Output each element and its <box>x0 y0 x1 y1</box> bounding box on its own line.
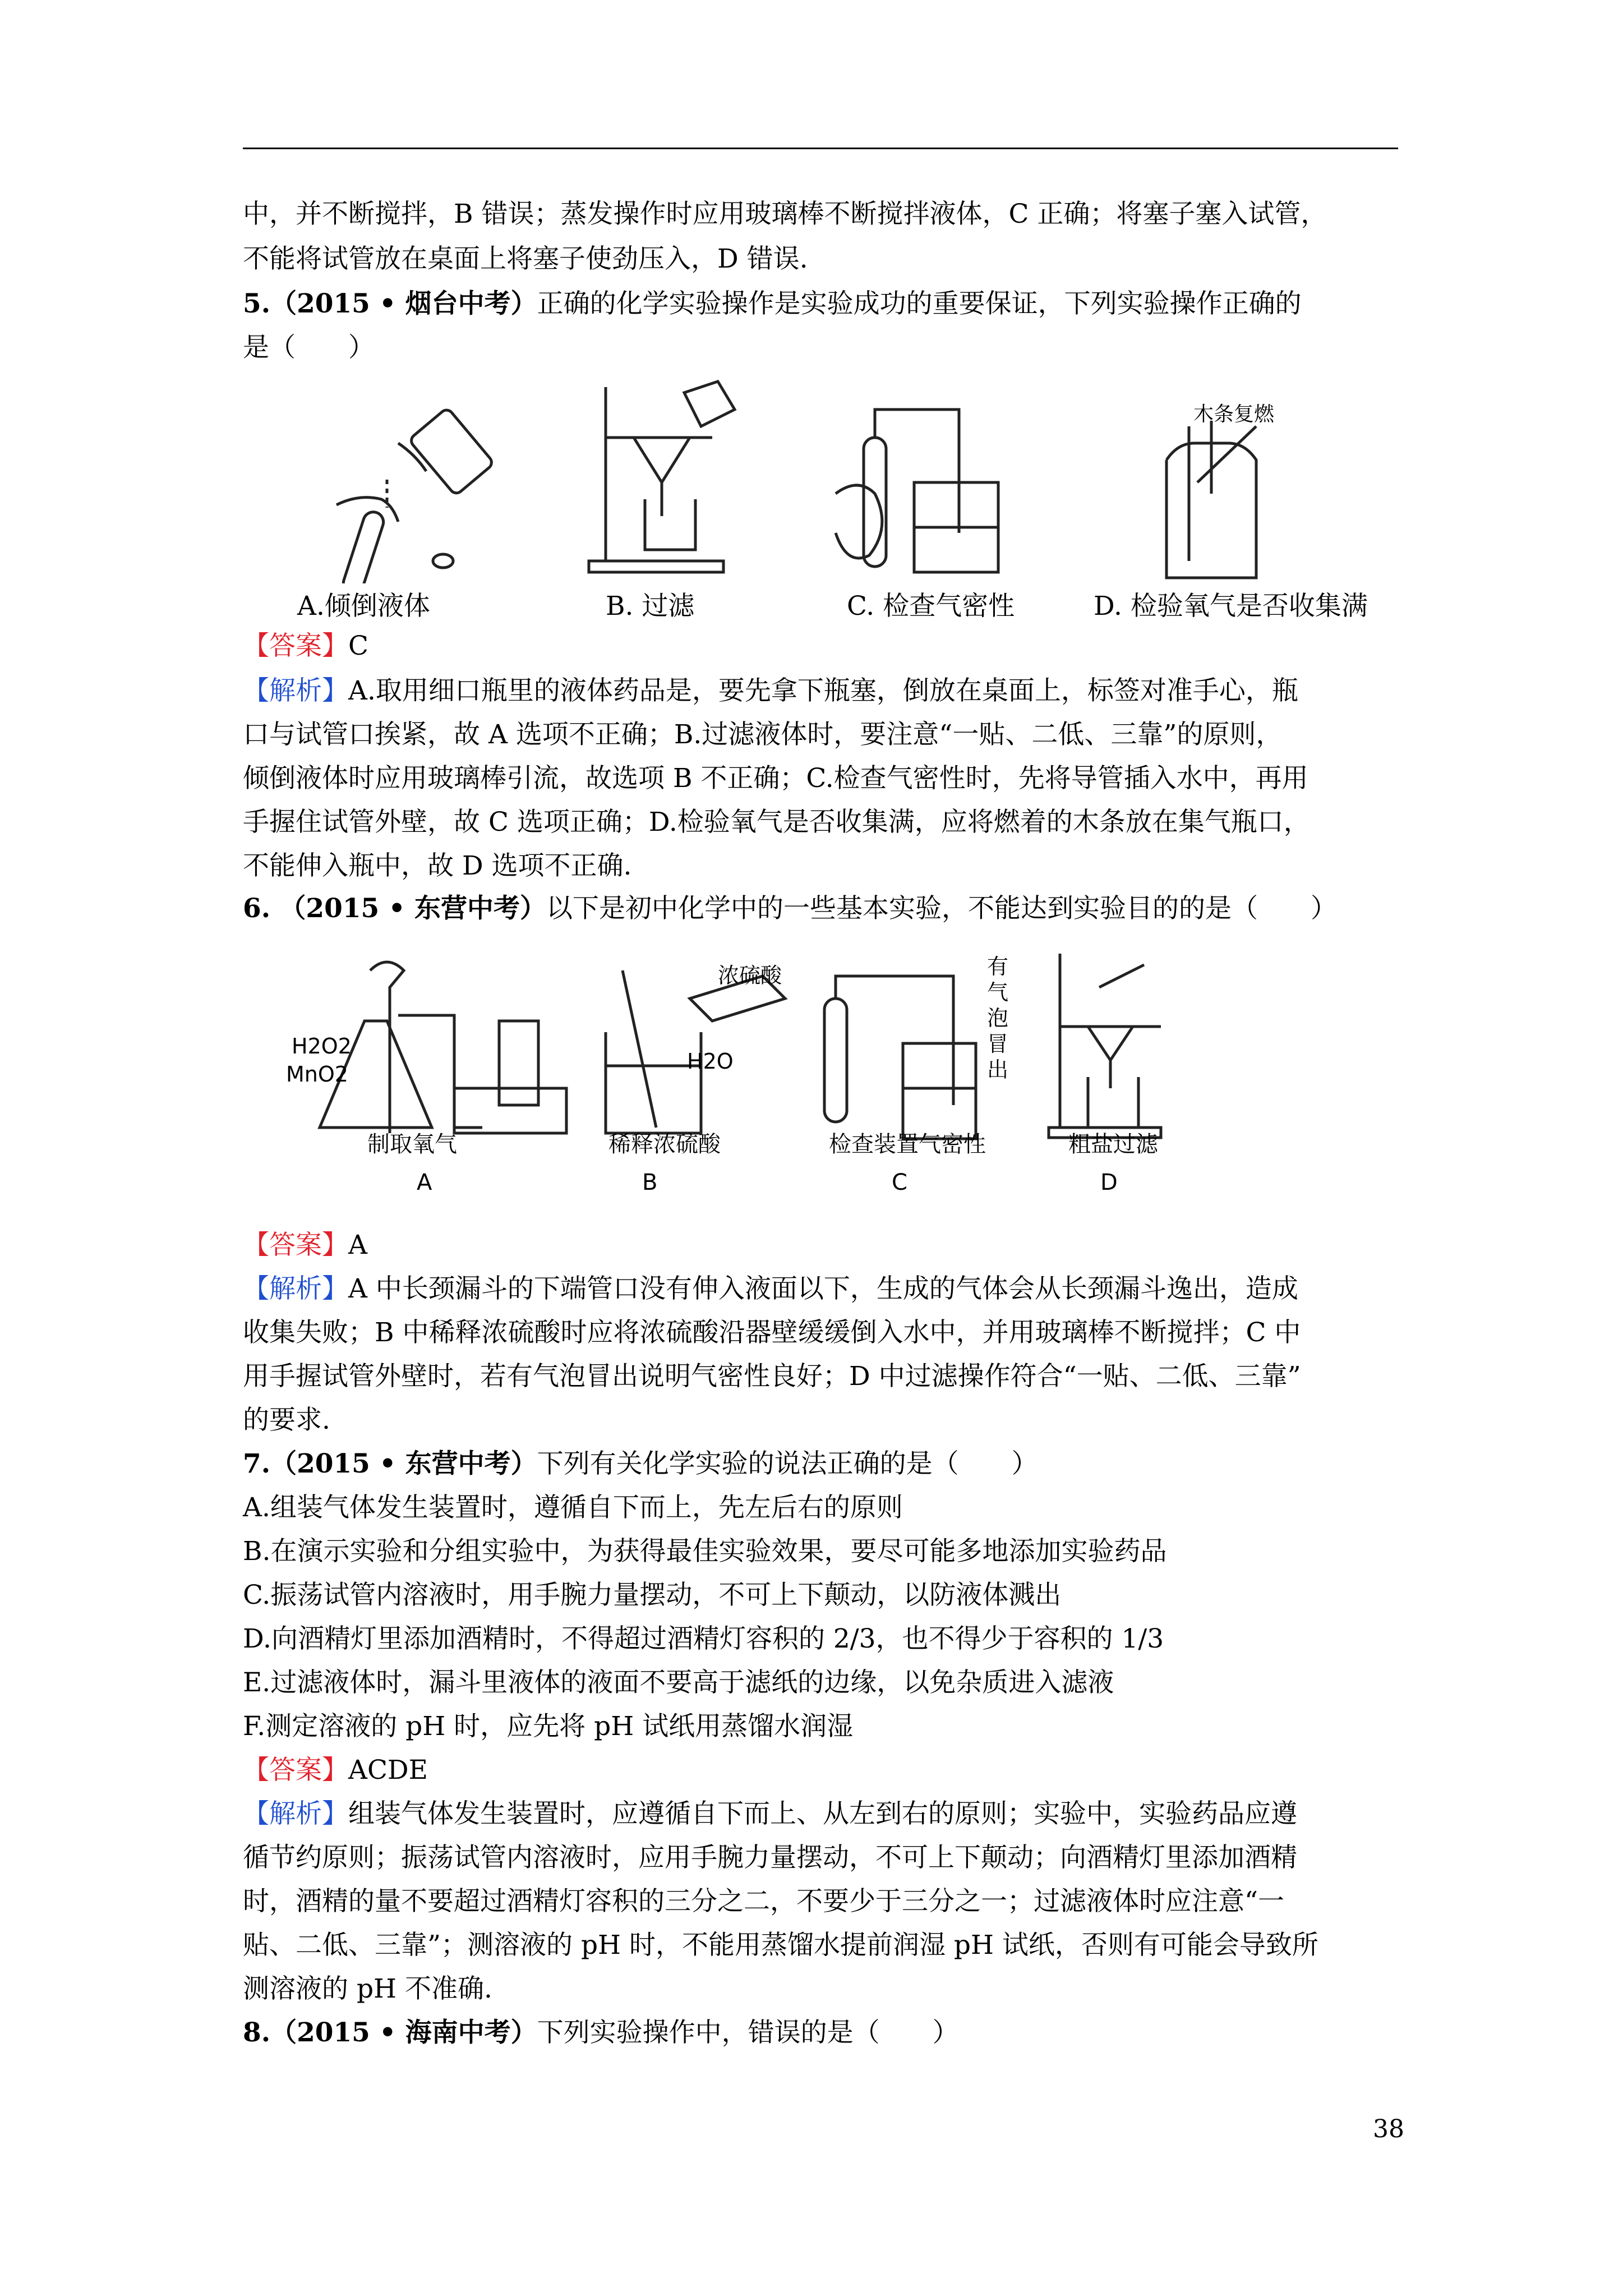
option-caption-d: D. 检验氧气是否收集满 <box>1094 591 1368 622</box>
figure-salt-filtration <box>1043 942 1189 1150</box>
text-line: 手握住试管外壁，故 C 选项正确；D.检验氧气是否收集满，应将燃着的木条放在集气瓶口， <box>243 807 1310 838</box>
figure-caption: 粗盐过滤 <box>1068 1131 1158 1157</box>
explanation-6 <box>243 1272 1298 1306</box>
text-line: 中，并不断搅拌，B 错误；蒸发操作时应用玻璃棒不断搅拌液体，C 正确；将塞子塞入试管， <box>243 199 1327 229</box>
answer-7 <box>243 1754 428 1787</box>
text-line: 不能将试管放在桌面上将塞子使劲压入，D 错误. <box>243 243 808 274</box>
question-text: 以下是初中化学中的一些基本实验，不能达到实验目的的是（ ） <box>546 893 1338 924</box>
figure-label: H2O <box>687 1049 734 1074</box>
explanation-text: 组装气体发生装置时，应遵循自下而上、从左到右的原则；实验中，实验药品应遵 <box>348 1798 1297 1829</box>
question-text: 下列实验操作中，错误的是（ ） <box>537 2017 959 2048</box>
question-number: 7.（2015 • 东营中考） <box>243 1448 537 1479</box>
text-line: 时，酒精的量不要超过酒精灯容积的三分之二，不要少于三分之一；过滤液体时应注意“一 <box>243 1886 1285 1917</box>
explanation-text: A 中长颈漏斗的下端管口没有伸入液面以下，生成的气体会从长颈漏斗逸出，造成 <box>348 1273 1298 1304</box>
answer-value: ACDE <box>348 1755 428 1786</box>
answer-tag: 【答案】 <box>243 1755 348 1786</box>
question-number: 6. （2015 • 东营中考） <box>243 893 547 924</box>
text-line: 收集失败；B 中稀释浓硫酸时应将浓硫酸沿器壁缓缓倒入水中，并用玻璃棒不断搅拌；C 中 <box>243 1317 1301 1348</box>
answer-6 <box>243 1228 367 1262</box>
text-line: 循节约原则；振荡试管内溶液时，应用手腕力量摆动，不可上下颠动；向酒精灯里添加酒精 <box>243 1842 1297 1873</box>
figure-caption: 检查装置气密性 <box>829 1131 986 1157</box>
text-line: 测溶液的 pH 不准确. <box>243 1973 492 2004</box>
header-rule <box>243 148 1398 149</box>
figure-letter: A <box>417 1170 432 1195</box>
option-c: C.振荡试管内溶液时，用手腕力量摆动，不可上下颠动，以防液体溅出 <box>243 1580 1062 1611</box>
figure-label: H2O2 <box>292 1034 352 1059</box>
figure-airtightness-check <box>830 387 1015 583</box>
answer-value: A <box>348 1230 367 1260</box>
question-number: 5.（2015 • 烟台中考） <box>243 288 537 319</box>
text-line: 用手握试管外壁时，若有气泡冒出说明气密性良好；D 中过滤操作符合“一贴、二低、三靠” <box>243 1361 1301 1392</box>
figure-label: 浓硫酸 <box>718 963 782 988</box>
option-b: B.在演示实验和分组实验中，为获得最佳实验效果，要尽可能多地添加实验药品 <box>243 1536 1167 1567</box>
figure-letter: D <box>1100 1170 1118 1195</box>
answer-tag: 【答案】 <box>243 631 348 661</box>
figure-label: 有气泡冒出 <box>987 954 1009 1082</box>
figure-label: MnO2 <box>286 1062 348 1087</box>
option-caption-a: A.倾倒液体 <box>297 591 430 622</box>
explanation-5 <box>243 674 1298 708</box>
explanation-tag: 【解析】 <box>243 675 348 706</box>
text-line: 的要求. <box>243 1405 330 1435</box>
text-line: 口与试管口挨紧，故 A 选项不正确；B.过滤液体时，要注意“一贴、二低、三靠”的原则， <box>243 719 1283 750</box>
question-text-cont: 是（ ） <box>243 332 375 363</box>
figure-filtration <box>583 370 751 583</box>
answer-tag: 【答案】 <box>243 1230 348 1260</box>
page-number: 38 <box>1373 2115 1404 2143</box>
text-line: 倾倒液体时应用玻璃棒引流，故选项 B 不正确；C.检查气密性时，先将导管插入水中，再用 <box>243 763 1308 794</box>
question-text: 正确的化学实验操作是实验成功的重要保证，下列实验操作正确的 <box>537 288 1302 319</box>
question-5 <box>243 287 1302 321</box>
figure-label: 木条复燃 <box>1193 403 1275 426</box>
text-line: 不能伸入瓶中，故 D 选项不正确. <box>243 850 632 881</box>
figure-letter: B <box>642 1170 658 1195</box>
figure-caption: 制取氧气 <box>367 1131 457 1157</box>
question-8 <box>243 2016 959 2050</box>
option-d: D.向酒精灯里添加酒精时，不得超过酒精灯容积的 2/3，也不得少于容积的 1/3 <box>243 1623 1164 1654</box>
text-line: 贴、二低、三靠”；测溶液的 pH 时，不能用蒸馏水提前润湿 pH 试纸，否则有可能会导致所 <box>243 1930 1318 1961</box>
option-f: F.测定溶液的 pH 时，应先将 pH 试纸用蒸馏水润湿 <box>243 1711 854 1742</box>
question-6 <box>243 892 1337 926</box>
figure-caption: 稀释浓硫酸 <box>608 1131 721 1157</box>
explanation-7 <box>243 1797 1297 1831</box>
question-7 <box>243 1447 1038 1481</box>
explanation-tag: 【解析】 <box>243 1273 348 1304</box>
figure-pour-liquid <box>314 381 505 583</box>
explanation-text: A.取用细口瓶里的液体药品是，要先拿下瓶塞，倒放在桌面上，标签对准手心，瓶 <box>348 675 1298 706</box>
question-number: 8.（2015 • 海南中考） <box>243 2017 537 2048</box>
explanation-tag: 【解析】 <box>243 1798 348 1829</box>
option-caption-b: B. 过滤 <box>606 591 695 622</box>
option-caption-c: C. 检查气密性 <box>847 591 1015 622</box>
option-a: A.组装气体发生装置时，遵循自下而上，先左后右的原则 <box>243 1492 903 1523</box>
question-text: 下列有关化学实验的说法正确的是（ ） <box>537 1448 1038 1479</box>
option-e: E.过滤液体时，漏斗里液体的液面不要高于滤纸的边缘，以免杂质进入滤液 <box>243 1667 1114 1698</box>
answer-value: C <box>348 631 368 661</box>
figure-letter: C <box>892 1170 907 1195</box>
answer-5 <box>243 629 368 663</box>
figure-seal-check <box>808 954 981 1150</box>
